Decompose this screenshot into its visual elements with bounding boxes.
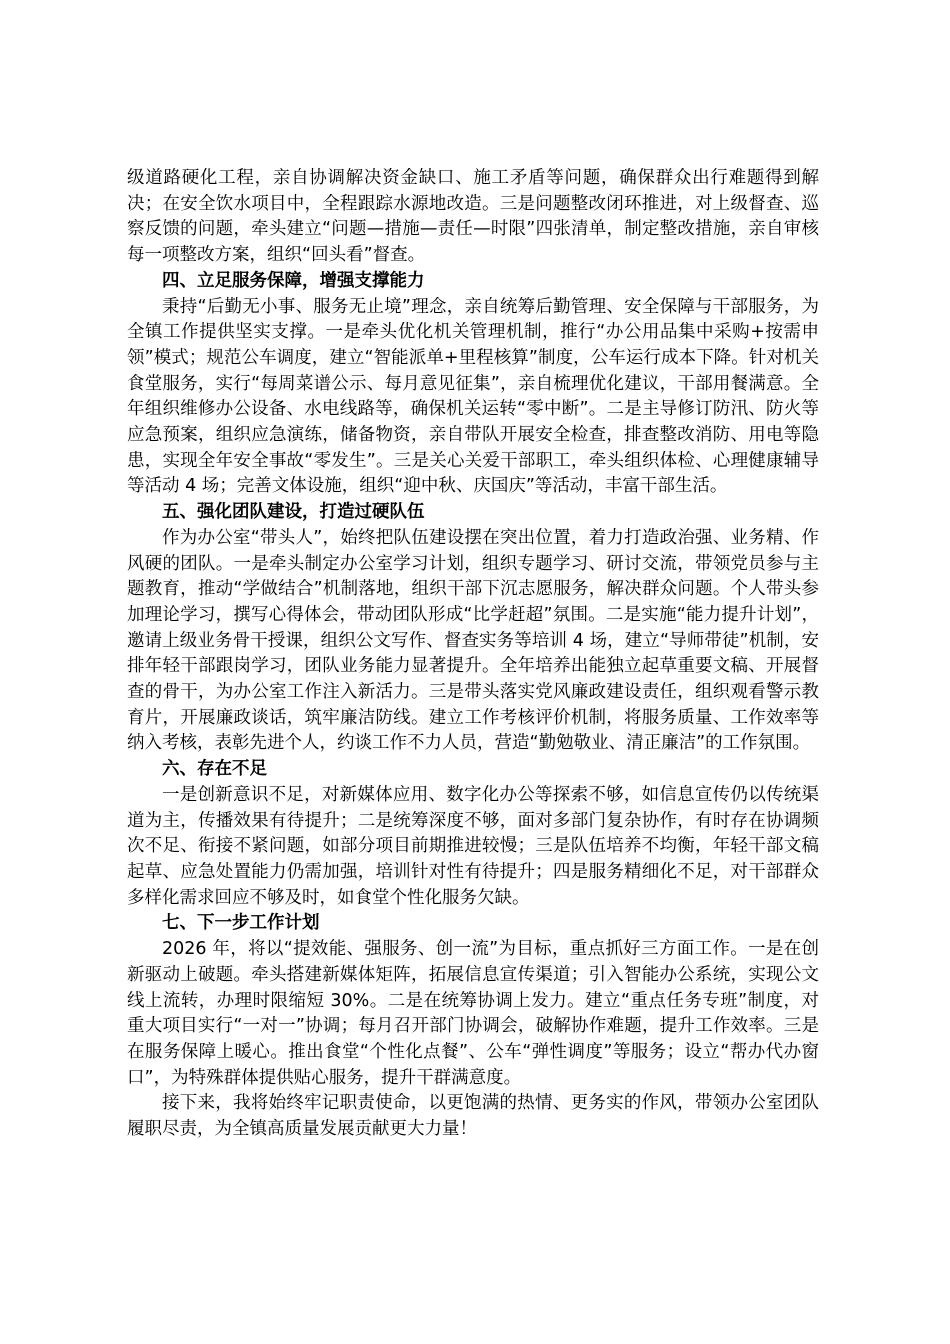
- section-heading-next-plan: 七、下一步工作计划: [162, 913, 320, 934]
- closing-paragraph: 接下来，我将始终牢记职责使命，以更饱满的热情、更务实的作风，带领办公室团队履职尽责，为全镇高质量发展贡献更大力量！: [127, 1093, 819, 1140]
- document-page: [127, 166, 819, 1143]
- body-paragraph: 秉持“后勤无小事、服务无止境”理念，亲自统筹后勤管理、安全保障与干部服务，为全镇工作提供坚实支撑。一是牵头优化机关管理机制，推行“办公用品集中采购+按需申领”模式；规范公车调度，建立“智能派单+里程核算”制度，公车运行成本下降。针对机关食堂服务，实行“每周菜谱公示、每月意见征集”，亲自梳理优化建议，干部用餐满意。全年组织维修办公设备、水电线路等，确保机关运转“零中断”。二是主导修订防汛、防火等应急预案，组织应急演练，储备物资，亲自带队开展安全检查，排查整改消防、用电等隐患，实现全年安全事故“零发生”。三是关心关爱干部职工，牵头组织体检、心理健康辅导等活动 4 场；完善文体设施，组织“迎中秋、庆国庆”等活动，丰富干部生活。: [127, 296, 819, 497]
- section-heading-shortcomings: 六、存在不足: [162, 759, 267, 780]
- body-paragraph: 一是创新意识不足，对新媒体应用、数字化办公等探索不够，如信息宣传仍以传统渠道为主，传播效果有待提升；二是统筹深度不够，面对多部门复杂协作，有时存在协调频次不足、衔接不紧问题，如部分项目前期推进较慢；三是队伍培养不均衡，年轻干部文稿起草、应急处置能力仍需加强，培训针对性有待提升；四是服务精细化不足，对干部群众多样化需求回应不够及时，如食堂个性化服务欠缺。: [127, 784, 819, 908]
- section-heading-team: 五、强化团队建设，打造过硬队伍: [162, 502, 425, 523]
- section-heading-service: 四、立足服务保障，增强支撑能力: [162, 270, 425, 291]
- continuation-paragraph: 级道路硬化工程，亲自协调解决资金缺口、施工矛盾等问题，确保群众出行难题得到解决；在安全饮水项目中，全程跟踪水源地改造。三是问题整改闭环推进，对上级督查、巡察反馈的问题，牵头建立“问题—措施—责任—时限”四张清单，制定整改措施，亲自审核每一项整改方案，组织“回头看”督查。: [127, 168, 819, 266]
- body-paragraph: 2026 年，将以“提效能、强服务、创一流”为目标，重点抓好三方面工作。一是在创新驱动上破题。牵头搭建新媒体矩阵，拓展信息宣传渠道；引入智能办公系统，实现公文线上流转，办理时限缩短 30%。二是在统筹协调上发力。建立“重点任务专班”制度，对重大项目实行“一对一”协调；每月召开部门协调会，破解协作难题，提升工作效率。三是在服务保障上暖心。推出食堂“个性化点餐”、公车“弹性调度”等服务；设立“帮办代办窗口”，为特殊群体提供贴心服务，提升干群满意度。: [127, 939, 819, 1088]
- body-paragraph: 作为办公室“带头人”，始终把队伍建设摆在突出位置，着力打造政治强、业务精、作风硬的团队。一是牵头制定办公室学习计划，组织专题学习、研讨交流，带领党员参与主题教育，推动“学做结合”机制落地，组织干部下沉志愿服务，解决群众问题。个人带头参加理论学习，撰写心得体会，带动团队形成“比学赶超”氛围。二是实施“能力提升计划”，邀请上级业务骨干授课，组织公文写作、督查实务等培训 4 场，建立“导师带徒”机制，安排年轻干部跟岗学习，团队业务能力显著提升。全年培养出能独立起草重要文稿、开展督查的骨干，为办公室工作注入新活力。三是带头落实党风廉政建设责任，组织观看警示教育片，开展廉政谈话，筑牢廉洁防线。建立工作考核评价机制，将服务质量、工作效率等纳入考核，表彰先进个人，约谈工作不力人员，营造“勤勉敬业、清正廉洁”的工作氛围。: [127, 527, 819, 754]
